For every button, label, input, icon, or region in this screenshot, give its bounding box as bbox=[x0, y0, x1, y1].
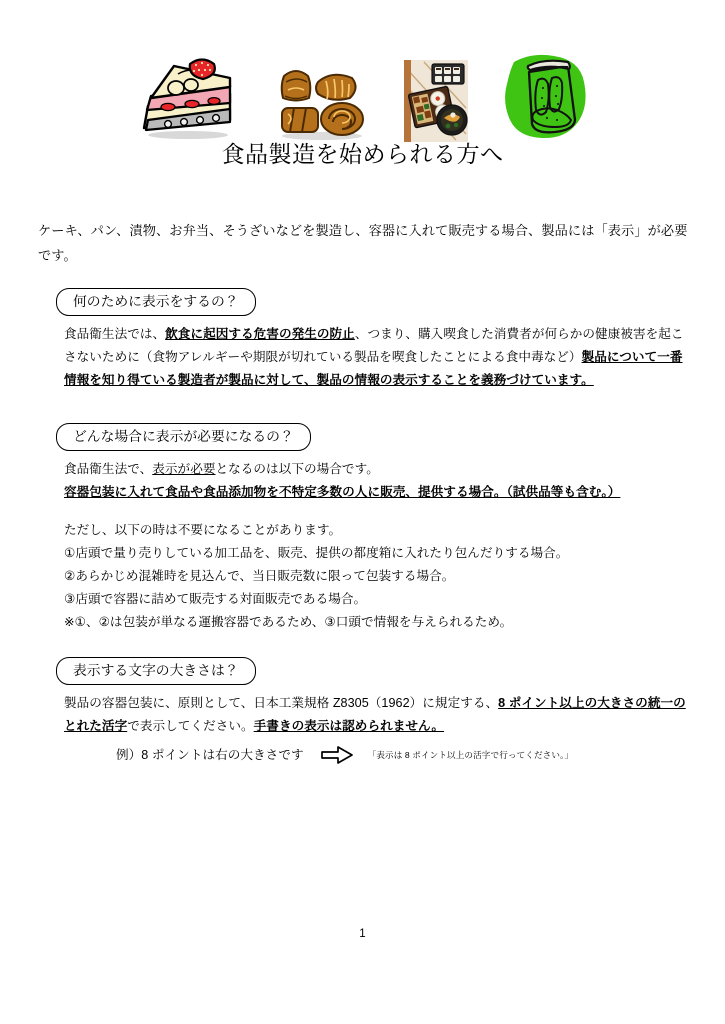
highlighted-condition: 容器包装に入れて食品や食品添加物を不特定多数の人に販売、提供する場合。（試供品等も含む。） bbox=[64, 485, 621, 499]
text-run: 製品の容器包装に、原則として、日本工業規格 Z8305（1962）に規定する、 bbox=[64, 696, 499, 710]
cake-illustration bbox=[134, 54, 240, 142]
bread-illustration bbox=[274, 60, 370, 142]
list-item: ③店頭で容器に詰めて販売する対面販売である場合。 bbox=[64, 592, 367, 606]
paragraph: ただし、以下の時は不要になることがあります。 bbox=[64, 523, 342, 537]
list-item: ①店頭で量り売りしている加工品を、販売、提供の都度箱に入れたり包んだりする場合。 bbox=[64, 546, 569, 560]
page-title: 食品製造を始められる方へ bbox=[221, 141, 504, 167]
section-body-purpose bbox=[38, 323, 693, 392]
section-when-required bbox=[38, 423, 693, 634]
list-item: ②あらかじめ混雑時を見込んで、当日販売数に限って包装する場合。 bbox=[64, 569, 455, 583]
paragraph bbox=[64, 692, 693, 738]
text-run: となるのは以下の場合です。 bbox=[215, 462, 379, 476]
section-purpose bbox=[38, 288, 693, 392]
section-heading-when-required: どんな場合に表示が必要になるの？ bbox=[56, 423, 311, 451]
text-run: で表示してください。 bbox=[127, 719, 254, 733]
right-block-arrow-icon bbox=[320, 745, 354, 765]
page-number: 1 bbox=[359, 928, 366, 940]
example-row bbox=[64, 744, 693, 766]
spacer bbox=[64, 504, 693, 519]
example-quote: 「表示は 8 ポイント以上の活字で行ってください。」 bbox=[367, 750, 574, 760]
section-font-size bbox=[38, 657, 693, 766]
text-run: 、つまり、購入喫食した消費者が何らかの健康被害を起こさないために（食物アレルギーや期限が切れている製品を喫食したことによる食中毒など） bbox=[64, 327, 684, 364]
section-body-font-size bbox=[38, 692, 693, 766]
footnote: ※①、②は包装が単なる運搬容器であるため、③口頭で情報を与えられるため。 bbox=[64, 615, 513, 629]
paragraph bbox=[64, 458, 693, 481]
emphasis-underline: 表示が必要 bbox=[152, 462, 216, 476]
text-run: 食品衛生法で、 bbox=[64, 462, 153, 476]
section-heading-purpose: 何のために表示をするの？ bbox=[56, 288, 256, 316]
example-label: 例）8 ポイントは右の大きさです bbox=[116, 748, 304, 762]
pickles-illustration bbox=[502, 50, 592, 142]
section-body-when-required bbox=[38, 458, 693, 634]
intro-paragraph: ケーキ、パン、漬物、お弁当、そうざいなどを製造し、容器に入れて販売する場合、製品には「表示」が必要です。 bbox=[38, 223, 688, 263]
paragraph bbox=[64, 323, 693, 392]
emphasis-underline: 製品について一番情報を知り得ている製造者が製品に対して、製品の情報の表示することを義務づけています。 bbox=[64, 350, 683, 387]
emphasis-underline: 8 ポイント以上の大きさの統一のとれた活字 bbox=[64, 696, 686, 733]
text-run: 食品衛生法では、 bbox=[64, 327, 166, 341]
bento-illustration bbox=[404, 60, 468, 142]
emphasis-underline: 手書きの表示は認められません。 bbox=[253, 719, 445, 733]
header-illustration-strip bbox=[0, 42, 725, 142]
emphasis-underline: 飲食に起因する危害の発生の防止 bbox=[165, 327, 355, 341]
section-heading-font-size: 表示する文字の大きさは？ bbox=[56, 657, 256, 685]
